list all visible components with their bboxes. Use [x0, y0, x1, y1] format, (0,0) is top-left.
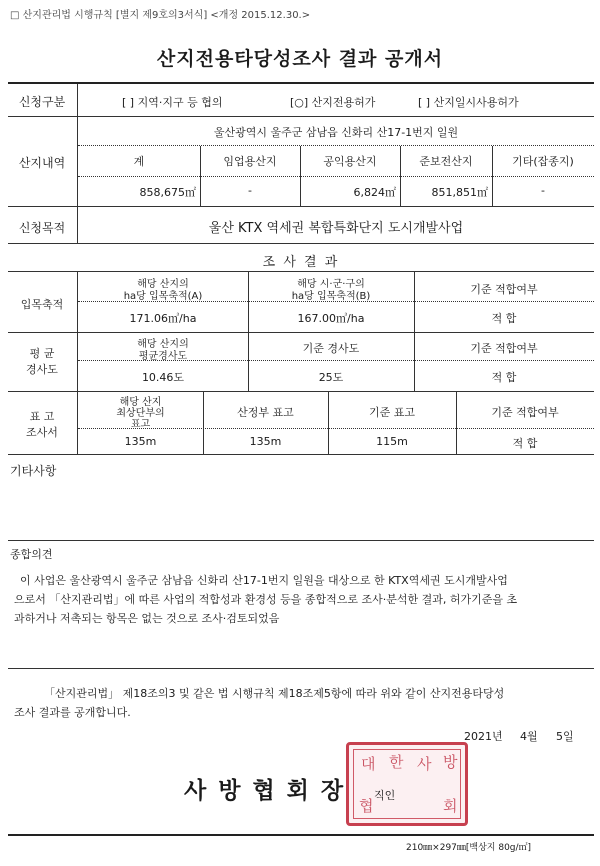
divider	[77, 84, 78, 116]
row-line	[8, 116, 594, 117]
slope-label-a: 평 균	[29, 347, 55, 360]
purpose-label: 신청목적	[18, 221, 66, 235]
altitude-label-b: 조사서	[26, 426, 58, 439]
signer-title: 사 방 협 회 장	[184, 778, 346, 804]
slope-v1: 10.46도	[141, 371, 185, 384]
row-line	[8, 454, 594, 455]
row-line	[78, 145, 594, 146]
slope-v2: 25도	[318, 371, 344, 384]
altitude-label-a: 표 고	[29, 410, 55, 423]
statement-line2: 조사 결과를 공개합니다.	[14, 706, 131, 719]
altitude-h4: 기준 적합여부	[491, 406, 559, 419]
option-temporary-use: [ ] 산지일시사용허가	[418, 96, 519, 109]
altitude-v1: 135m	[124, 435, 157, 448]
value-total: 858,675㎡	[139, 186, 196, 199]
col-public: 공익용산지	[323, 155, 377, 168]
form-header-note: □ 산지관리법 시행규칙 [별지 제9호의3서식] <개정 2015.12.30.>	[10, 10, 311, 21]
stock-h1a: 해당 산지의	[137, 279, 189, 290]
col-other: 기타(잡종지)	[512, 155, 574, 168]
row-line	[78, 301, 594, 302]
survey-results-title: 조 사 결 과	[262, 255, 340, 270]
option-forest-conversion: [○] 산지전용허가	[290, 96, 376, 109]
row-line	[78, 428, 594, 429]
slope-h3: 기준 적합여부	[470, 342, 538, 355]
other-matters-label: 기타사항	[10, 464, 57, 478]
top-rule	[8, 82, 594, 84]
row-line	[8, 243, 594, 244]
altitude-h1b: 최상단부의	[116, 408, 165, 419]
application-type-label: 신청구분	[18, 95, 66, 109]
stock-v2: 167.00㎥/ha	[297, 312, 365, 325]
altitude-v2: 135m	[249, 435, 282, 448]
row-line	[78, 360, 594, 361]
row-line	[8, 391, 594, 392]
stock-label: 입목축적	[20, 298, 64, 311]
slope-label-b: 경사도	[26, 363, 58, 376]
slope-v3: 적 합	[491, 371, 517, 384]
bottom-rule	[8, 834, 594, 836]
altitude-h1a: 해당 산지	[119, 397, 162, 408]
value-public: 6,824㎡	[353, 186, 396, 199]
seal-label: 직인	[374, 789, 396, 802]
slope-h1b: 평균경사도	[138, 351, 188, 362]
date-year: 2021년	[464, 730, 503, 743]
slope-h1a: 해당 산지의	[137, 339, 189, 350]
row-line	[8, 332, 594, 333]
date-month: 4월	[520, 730, 538, 743]
stock-h2b: ha당 입목축적(B)	[291, 291, 371, 302]
value-other: -	[541, 184, 545, 197]
opinion-line3: 과하거나 저촉되는 항목은 없는 것으로 조사·검토되었음	[14, 612, 280, 625]
altitude-h2: 산정부 표고	[237, 406, 294, 419]
forest-address: 울산광역시 울주군 삼남읍 신화리 산17-1번지 일원	[213, 126, 459, 139]
paper-spec: 210㎜×297㎜[백상지 80g/㎡]	[406, 843, 532, 853]
stock-h1b: ha당 입목축적(A)	[123, 291, 203, 302]
stock-h3: 기준 적합여부	[470, 283, 538, 296]
opinion-line2: 으로서 「산지관리법」에 따른 사업의 적합성과 환경성 등을 종합적으로 조사·분석한 결과, 허가기준을 초	[14, 593, 518, 606]
date-day: 5일	[556, 730, 574, 743]
altitude-h3: 기준 표고	[368, 406, 415, 419]
row-line	[8, 668, 594, 669]
row-line	[78, 176, 594, 177]
col-semi-preserved: 준보전산지	[419, 155, 473, 168]
stock-v3: 적 합	[491, 312, 517, 325]
opinion-label: 종합의견	[10, 548, 53, 561]
row-line	[8, 540, 594, 541]
document-title: 산지전용타당성조사 결과 공개서	[156, 48, 444, 70]
value-forestry: -	[248, 184, 252, 197]
forest-details-label: 산지내역	[18, 156, 66, 170]
row-line	[8, 206, 594, 207]
row-line	[8, 271, 594, 272]
slope-h2: 기준 경사도	[302, 342, 360, 355]
altitude-h1c: 표고	[130, 419, 151, 430]
stock-h2a: 해당 시·군·구의	[297, 279, 365, 290]
statement-line1: 「산지관리법」 제18조의3 및 같은 법 시행규칙 제18조제5항에 따라 위와 같이 산지전용타당성	[44, 687, 505, 700]
col-forestry: 임업용산지	[223, 155, 277, 168]
option-zone-consultation: [ ] 지역·지구 등 협의	[122, 96, 223, 109]
purpose-value: 울산 KTX 역세권 복합특화단지 도시개발사업	[208, 221, 464, 236]
official-seal: 대 한 사 방 협 회	[346, 742, 468, 826]
opinion-line1: 이 사업은 울산광역시 울주군 삼남읍 신화리 산17-1번지 일원을 대상으로 한 KTX역세권 도시개발사업	[20, 574, 508, 587]
altitude-v4: 적 합	[512, 437, 538, 450]
stock-v1: 171.06㎥/ha	[129, 312, 197, 325]
value-semi-preserved: 851,851㎡	[431, 186, 488, 199]
col-total: 계	[133, 155, 145, 168]
altitude-v3: 115m	[376, 435, 408, 448]
